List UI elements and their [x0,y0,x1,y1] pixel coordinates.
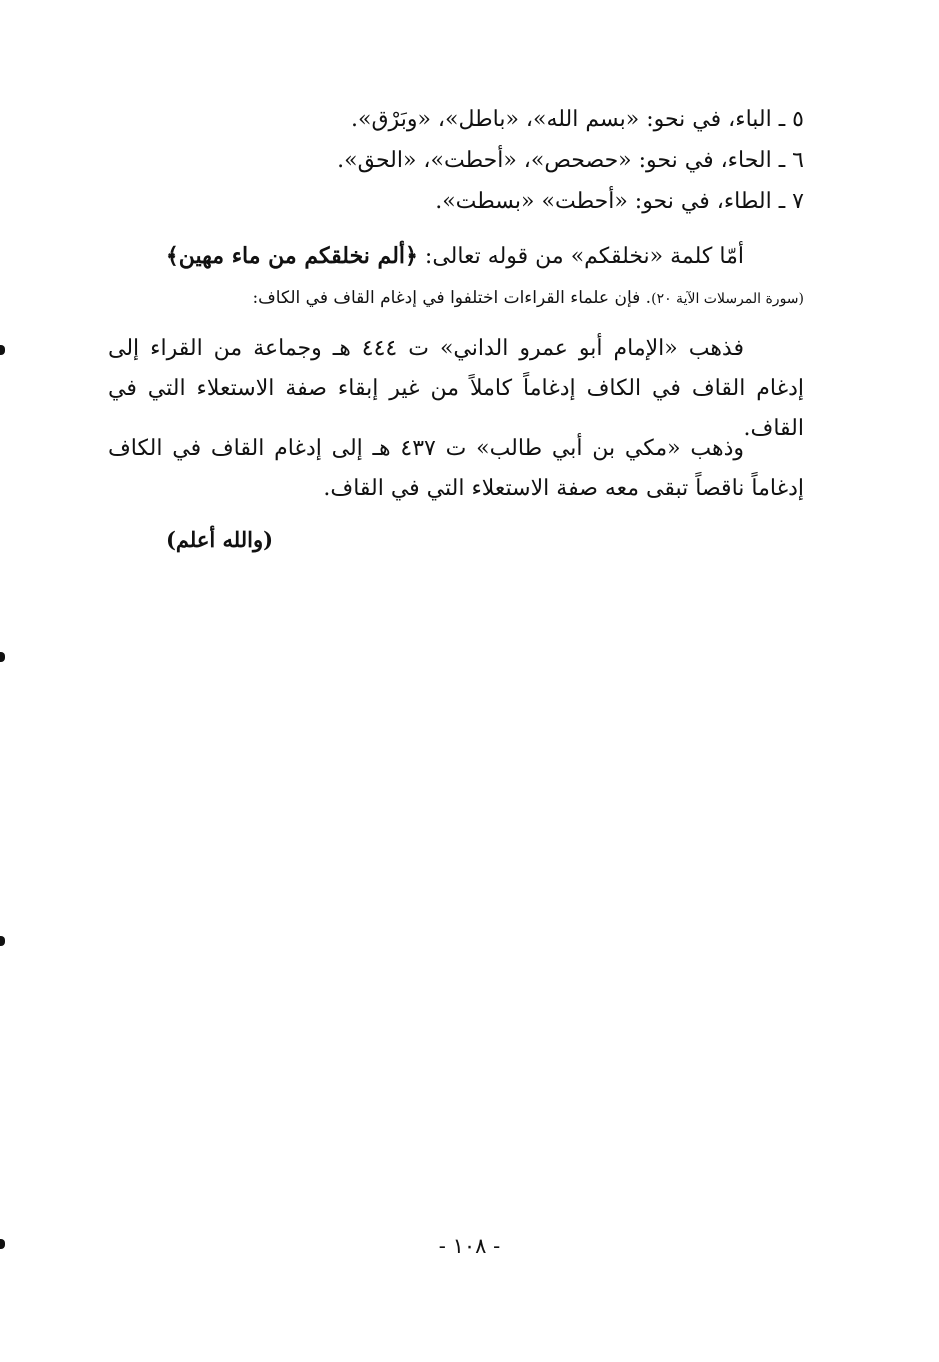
paragraph-makki [108,429,804,509]
surah-reference: (سورة المرسلات الآية ٢٠) [651,291,804,307]
list-item-6: ٦ ـ الحاء، في نحو: «حصحص»، «أحطت»، «الحق». [337,148,804,173]
page-number: - ١٠٨ - [438,1234,501,1258]
paragraph-quran-intro [108,236,804,277]
list-item-5: ٥ ـ الباء، في نحو: «بسم الله»، «باطل»، «وبَرْق». [351,107,804,132]
margin-mark [0,652,5,662]
paragraph-lead-text: أمّا كلمة «نخلقكم» من قوله تعالى: [424,244,744,269]
paragraph-dani-text: فذهب «الإمام أبو عمرو الداني» ت ٤٤٤ هـ وجماعة من القراء إلى إدغام القاف في الكاف إدغاماً كاملاً من غير إبقاء صفة الاستعلاء التي في القاف. [108,336,804,441]
quran-verse: ﴿ألم نخلقكم من ماء مهين﴾ [165,243,418,269]
paragraph-quran-line [108,236,804,277]
paragraph-makki-text: وذهب «مكي بن أبي طالب» ت ٤٣٧ هـ إلى إدغام القاف في الكاف إدغاماً ناقصاً تبقى معه صفة الاستعلاء التي في القاف. [108,436,804,501]
list-item-7: ٧ ـ الطاء، في نحو: «أحطت» «بسطت». [435,189,804,214]
closing-phrase: (والله أعلم) [166,527,274,552]
margin-mark [0,936,5,946]
citation-line [108,285,804,312]
margin-mark [0,345,5,355]
citation-rest-text: . فإن علماء القراءات اختلفوا في إدغام القاف في الكاف: [252,288,652,308]
